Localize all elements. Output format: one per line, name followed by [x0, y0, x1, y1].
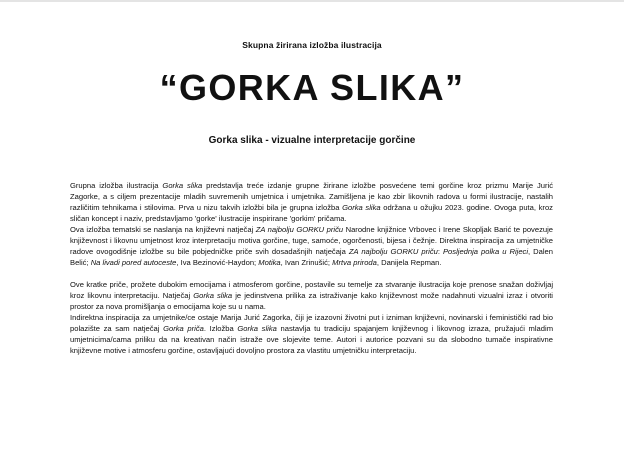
paragraph-concept	[70, 279, 553, 356]
text-run: , Danijela Repman.	[376, 258, 442, 267]
text-run: :	[437, 247, 443, 256]
story-title: Posljednja polka u Rijeci	[442, 247, 529, 256]
exhibition-subtitle: Gorka slika - vizualne interpretacije gorčine	[208, 135, 416, 146]
body-text	[70, 180, 553, 367]
text-run-italic: ZA najbolju GORKU priču	[255, 225, 344, 234]
top-edge-line	[0, 0, 624, 2]
text-run: , Ivan Zrinušić;	[280, 258, 333, 267]
text-run-italic: Gorka slika	[237, 324, 277, 333]
text-run-italic: Gorka priča	[163, 324, 204, 333]
story-title: Mrtva priroda	[332, 258, 377, 267]
text-run: održana u ožujku 2023. godine. Ovoga puta, kroz sličan koncept i naziv, predstavljamo 'gorke' ilustracije inspirirane 'gorkim' pričama.	[70, 203, 553, 223]
text-run-italic: Gorka slika	[342, 203, 381, 212]
text-run-italic: ZA najbolju GORKU priču	[348, 247, 438, 256]
text-run: . Izložba	[203, 324, 238, 333]
exhibition-title: “GORKA SLIKA”	[159, 67, 465, 108]
text-run: Indirektna inspiracija za umjetnike/ce ostaje Marija Jurić Zagorka, čiji je izazovni životni put i izniman književni, novinarski i feministički rad bio polazište za sam natječaj	[70, 313, 553, 333]
story-title: Motika	[258, 258, 281, 267]
story-title: Na livadi pored autoceste	[90, 258, 177, 267]
exhibition-kicker: Skupna žirirana izložba ilustracija	[242, 40, 382, 50]
text-run: Grupna izložba ilustracija	[70, 181, 163, 190]
text-run: je jedinstvena prilika za istraživanje kako književnost može nadahnuti vizualni izraz i otvoriti prostor za nova promišljanja o emocijama koje su u nama.	[70, 291, 553, 311]
text-run: Ove kratke priče, prožete dubokim emocijama i atmosferom gorčine, postavile su temelje za stvaranje ilustracija koje prenose snažan doživljaj kroz likovnu interpretaciju. Natječaj	[70, 280, 553, 300]
text-run-italic: Gorka slika	[162, 181, 203, 190]
text-run: Narodne knjižnice Vrbovec i Irene Skopljak Barić te povezuje književnost i likovnu umjetnost kroz interpretaciju motiva gorčine, tuge, samoće, ogorčenosti, bijesa i čežnje. Direktna inspiracija za umjetničke radove ovogodišnje izložbe su bile pobjedničke priče svih dosadašnjih natječaja	[70, 225, 554, 256]
text-run: Ova izložba tematski se naslanja na književni natječaj	[70, 225, 256, 234]
paragraph-intro	[70, 180, 553, 268]
text-run-italic: Gorka slika	[193, 291, 233, 300]
text-run: nastavlja tu tradiciju spajanjem književnog i likovnog izraza, pružajući mladim umjetnicima/cama priliku da na kreativan način istraže ove slojevite teme. Autori i autorice pozvani su da slobodno tumače inspirativne književne motive i atmosferu gorčine, ostavljajući dovoljno prostora za vlastitu umjetničku interpretaciju.	[70, 324, 554, 355]
text-run: , Dalen Belić;	[70, 247, 554, 267]
text-run: , Iva Bezinović-Haydon;	[176, 258, 259, 267]
text-run: predstavlja treće izdanje grupne žirirane izložbe posvećene temi gorčine kroz prizmu Marije Jurić Zagorke, a s ciljem prezentacije mladih suvremenih umjetnica i umjetnika. Zamišljena je kao zbir likovnih radova u formi ilustracije, nastalih različitim tehnikama i stilovima. Prva u nizu takvih izložbi bila je grupna izložba	[70, 181, 554, 212]
